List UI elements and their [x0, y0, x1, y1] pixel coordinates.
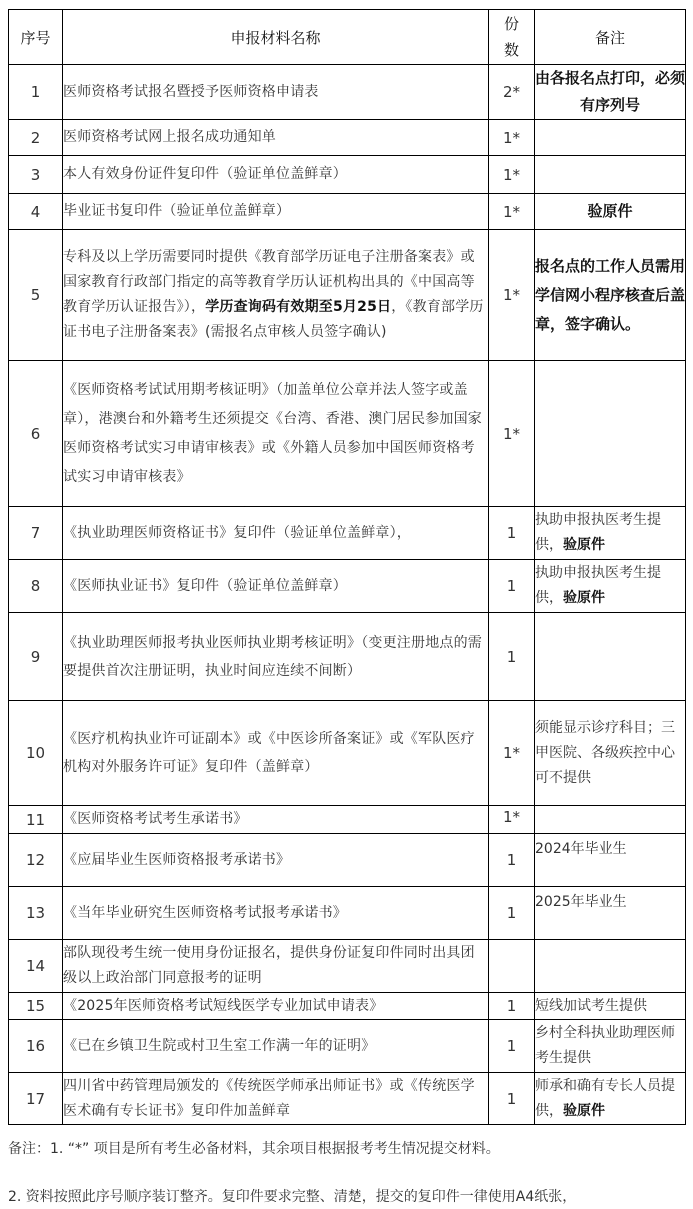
row-remark: [535, 120, 686, 156]
row-remark: 2024年毕业生: [535, 834, 686, 887]
row-remark: [535, 806, 686, 834]
row-remark: 须能显示诊疗科目；三甲医院、各级疾控中心可不提供: [535, 701, 686, 806]
header-qty: [489, 10, 535, 65]
row-name: 四川省中药管理局颁发的《传统医学师承出师证书》或《传统医学医术确有专长证书》复印件加盖鲜章: [63, 1073, 489, 1125]
row-remark: 报名点的工作人员需用学信网小程序核查后盖章，签字确认。: [535, 230, 686, 361]
row-name-bold: 学历查询码有效期至5月25日: [205, 299, 392, 315]
materials-table: [8, 9, 686, 1125]
table-row: [9, 806, 686, 834]
table-row: [9, 887, 686, 940]
table-row: [9, 993, 686, 1020]
row-remark-bold: 验原件: [563, 1102, 605, 1119]
table-header-row: [9, 10, 686, 65]
row-qty: 1*: [489, 806, 535, 834]
header-remark: 备注: [535, 10, 686, 65]
row-index: 2: [9, 120, 63, 156]
row-qty: 1: [489, 507, 535, 560]
row-index: 13: [9, 887, 63, 940]
row-qty: 1: [489, 834, 535, 887]
note-1: 备注：1. “*” 项目是所有考生必备材料，其余项目根据报考考生情况提交材料。: [8, 1141, 500, 1157]
row-index: 1: [9, 65, 63, 120]
row-name: 《医师资格考试试用期考核证明》（加盖单位公章并法人签字或盖章），港澳台和外籍考生还须提交《台湾、香港、澳门居民参加国家医师资格考试实习申请审核表》或《外籍人员参加中国医师资格考试实习申请审核表》: [63, 361, 489, 507]
header-name: 申报材料名称: [63, 10, 489, 65]
table-row: [9, 834, 686, 887]
row-remark-bold: 验原件: [563, 590, 605, 606]
row-qty: 1: [489, 1073, 535, 1125]
row-remark-normal: 师承和确有专长人员提供，: [535, 1077, 675, 1119]
row-index: 4: [9, 194, 63, 230]
row-name-part1: 专科及以上学历需要同时提供《教育部学历证电子注册备案表》或国家教育行政部门指定的高等教育学历认证机构出具的《中国高等教育学历认证报告》），: [63, 249, 475, 315]
row-qty: 2*: [489, 65, 535, 120]
header-qty-line2: 数: [503, 41, 519, 59]
row-remark: [535, 156, 686, 194]
row-index: 11: [9, 806, 63, 834]
row-index: 15: [9, 993, 63, 1020]
row-remark: [535, 507, 686, 560]
row-index: 16: [9, 1020, 63, 1073]
header-qty-line1: 份: [503, 15, 519, 33]
table-row: [9, 613, 686, 701]
row-name: 医师资格考试报名暨授予医师资格申请表: [63, 65, 489, 120]
row-index: 10: [9, 701, 63, 806]
header-index: 序号: [9, 10, 63, 65]
row-name-part2: ，《教育部学历证书电子注册备案表》(需报名点审核人员签字确认): [63, 299, 484, 340]
row-remark: [535, 613, 686, 701]
row-index: 12: [9, 834, 63, 887]
table-row: [9, 1073, 686, 1125]
table-row: [9, 120, 686, 156]
row-index: 9: [9, 613, 63, 701]
row-remark: [535, 1073, 686, 1125]
row-qty: 1*: [489, 701, 535, 806]
row-qty: 1*: [489, 156, 535, 194]
row-index: 8: [9, 560, 63, 613]
row-qty: 1: [489, 993, 535, 1020]
row-remark: [535, 940, 686, 993]
note-2: 2. 资料按照此序号顺序装订整齐。复印件要求完整、清楚，提交的复印件一律使用A4纸张，: [8, 1189, 577, 1205]
table-row: [9, 507, 686, 560]
table-row: [9, 194, 686, 230]
row-qty: 1: [489, 1020, 535, 1073]
row-qty: 1: [489, 613, 535, 701]
row-name: 《2025年医师资格考试短线医学专业加试申请表》: [63, 993, 489, 1020]
row-name: [63, 230, 489, 361]
row-name: 《执业助理医师资格证书》复印件（验证单位盖鲜章），: [63, 507, 489, 560]
row-remark-bold: 验原件: [563, 537, 605, 553]
table-row: [9, 230, 686, 361]
row-name: 部队现役考生统一使用身份证报名，提供身份证复印件同时出具团级以上政治部门同意报考的证明: [63, 940, 489, 993]
row-index: 14: [9, 940, 63, 993]
row-name: 《医师执业证书》复印件（验证单位盖鲜章）: [63, 560, 489, 613]
row-name: 医师资格考试网上报名成功通知单: [63, 120, 489, 156]
row-index: 17: [9, 1073, 63, 1125]
row-qty: 1*: [489, 120, 535, 156]
row-index: 3: [9, 156, 63, 194]
table-row: [9, 361, 686, 507]
row-name: 本人有效身份证件复印件（验证单位盖鲜章）: [63, 156, 489, 194]
row-name: 《当年毕业研究生医师资格考试报考承诺书》: [63, 887, 489, 940]
row-qty: 1*: [489, 361, 535, 507]
row-remark-normal: 执助申报执医考生提供，: [535, 512, 661, 553]
row-remark: [535, 361, 686, 507]
table-row: [9, 940, 686, 993]
row-remark: 由各报名点打印，必须有序列号: [535, 65, 686, 120]
row-index: 7: [9, 507, 63, 560]
row-remark: 验原件: [535, 194, 686, 230]
row-name: 《应届毕业生医师资格报考承诺书》: [63, 834, 489, 887]
row-remark: 短线加试考生提供: [535, 993, 686, 1020]
row-remark: 乡村全科执业助理医师考生提供: [535, 1020, 686, 1073]
table-row: [9, 156, 686, 194]
row-index: 6: [9, 361, 63, 507]
row-remark: [535, 560, 686, 613]
row-qty: 1: [489, 887, 535, 940]
row-qty: [489, 940, 535, 993]
row-qty: 1*: [489, 230, 535, 361]
row-qty: 1*: [489, 194, 535, 230]
row-remark-normal: 执助申报执医考生提供，: [535, 565, 661, 606]
row-name: 《执业助理医师报考执业医师执业期考核证明》（变更注册地点的需要提供首次注册证明，执业时间应连续不间断）: [63, 613, 489, 701]
row-name: 《医师资格考试考生承诺书》: [63, 806, 489, 834]
row-remark: 2025年毕业生: [535, 887, 686, 940]
row-name: 《医疗机构执业许可证副本》或《中医诊所备案证》或《军队医疗机构对外服务许可证》复印件（盖鲜章）: [63, 701, 489, 806]
table-row: [9, 65, 686, 120]
row-qty: 1: [489, 560, 535, 613]
row-name: 《已在乡镇卫生院或村卫生室工作满一年的证明》: [63, 1020, 489, 1073]
row-name: 毕业证书复印件（验证单位盖鲜章）: [63, 194, 489, 230]
table-row: [9, 1020, 686, 1073]
table-row: [9, 560, 686, 613]
table-row: [9, 701, 686, 806]
row-index: 5: [9, 230, 63, 361]
